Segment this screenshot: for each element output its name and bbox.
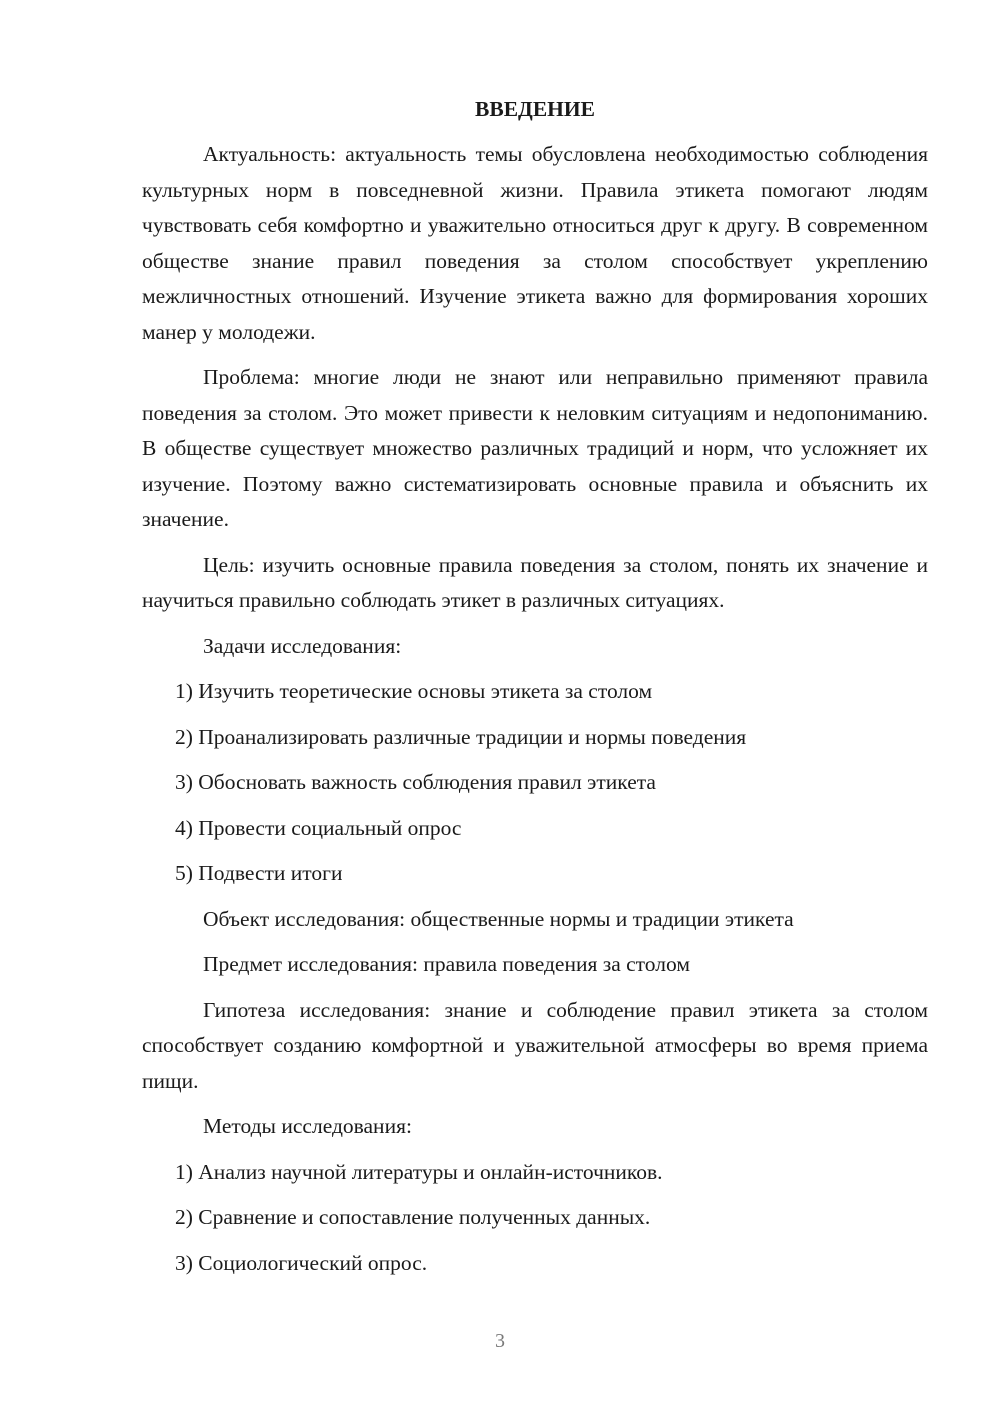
- document-page: [142, 92, 928, 1291]
- object-paragraph: Объект исследования: общественные нормы и традиции этикета: [203, 906, 794, 931]
- list-item: 5) Подвести итоги: [175, 861, 343, 885]
- page-number: 3: [495, 1330, 505, 1352]
- tasks-heading: Задачи исследования:: [203, 633, 402, 658]
- list-item: 3) Обосновать важность соблюдения правил этикета: [175, 770, 656, 794]
- problem-paragraph: Проблема: многие люди не знают или неправильно применяют правила поведения за столом. Это может привести к неловким ситуациям и недопониманию. В обществе существует множество различных традиций и норм, что усложняет их изучение. Поэтому важно систематизировать основные правила и объяснить их значение.: [142, 365, 928, 531]
- goal-paragraph: Цель: изучить основные правила поведения за столом, понять их значение и научиться правильно соблюдать этикет в различных ситуациях.: [142, 552, 928, 612]
- list-item: 3) Социологический опрос.: [175, 1250, 428, 1275]
- relevance-paragraph: Актуальность: актуальность темы обусловлена необходимостью соблюдения культурных норм в повседневной жизни. Правила этикета помогают людям чувствовать себя комфортно и уважительно относиться друг к другу. В современном обществе знание правил поведения за столом способствует укреплению межличностных отношений. Изучение этикета важно для формирования хороших манер у молодежи.: [142, 142, 928, 344]
- page-title: ВВЕДЕНИЕ: [475, 97, 595, 121]
- subject-paragraph: Предмет исследования: правила поведения за столом: [203, 952, 690, 976]
- list-item: 1) Изучить теоретические основы этикета за столом: [175, 679, 653, 703]
- methods-list: [142, 1155, 928, 1282]
- methods-heading: Методы исследования:: [203, 1114, 412, 1138]
- hypothesis-paragraph: Гипотеза исследования: знание и соблюдение правил этикета за столом способствует созданию комфортной и уважительной атмосферы во время приема пищи.: [142, 997, 928, 1093]
- list-item: 1) Анализ научной литературы и онлайн-источников.: [175, 1159, 663, 1184]
- tasks-list: [142, 674, 928, 892]
- list-item: 2) Проанализировать различные традиции и нормы поведения: [175, 724, 747, 749]
- list-item: 2) Сравнение и сопоставление полученных данных.: [175, 1205, 651, 1229]
- list-item: 4) Провести социальный опрос: [175, 815, 462, 840]
